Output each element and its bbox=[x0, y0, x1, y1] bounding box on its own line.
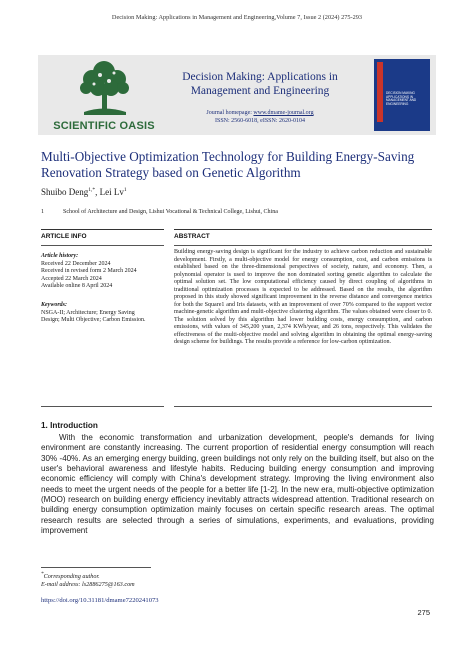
article-info-heading-rule bbox=[41, 245, 164, 246]
introduction-body bbox=[41, 433, 434, 536]
author-name: Shuibo Deng bbox=[41, 187, 89, 197]
homepage-link[interactable]: www.dmame-journal.org bbox=[253, 110, 314, 116]
corresponding-email: E-mail address: ls2886275@163.com bbox=[41, 581, 135, 589]
affiliation-text: School of Architecture and Design, Lishui Vocational & Technical College, Lishui, China bbox=[63, 209, 278, 215]
journal-title bbox=[160, 71, 360, 98]
article-history bbox=[41, 253, 164, 291]
article-info-heading: ARTICLE INFO bbox=[41, 233, 87, 240]
journal-homepage bbox=[160, 110, 360, 125]
journal-title-line-1: Decision Making: Applications in bbox=[182, 71, 338, 83]
paper-title-line-1: Multi-Objective Optimization Technology for Building Energy-Saving bbox=[41, 149, 415, 164]
corresponding-mark: * bbox=[41, 571, 44, 577]
running-head: Decision Making: Applications in Management and Engineering,Volume 7, Issue 2 (2024) 275-293 bbox=[111, 14, 363, 21]
paper-title-line-2: Renovation Strategy based on Genetic Algorithm bbox=[41, 165, 301, 180]
keywords bbox=[41, 302, 164, 325]
author-name: Lei Lv bbox=[99, 187, 124, 197]
article-info-bottom-rule bbox=[41, 406, 164, 407]
footnote-rule bbox=[41, 567, 151, 568]
cover-line: APPLICATIONS IN bbox=[386, 94, 414, 99]
doi-link[interactable]: https://doi.org/10.31181/dmame7220241073 bbox=[41, 597, 159, 604]
history-entry: Received 22 December 2024 bbox=[41, 260, 111, 267]
article-history-label: Article history: bbox=[41, 253, 79, 259]
history-entry: Received in revised form 2 March 2024 bbox=[41, 268, 137, 274]
cover-line: ENGINEERING bbox=[386, 101, 409, 106]
abstract-heading-rule bbox=[174, 245, 432, 246]
author-list bbox=[41, 187, 127, 197]
journal-issn: ISSN: 2560-6018, eISSN: 2620-0104 bbox=[214, 117, 305, 124]
article-info-top-rule bbox=[41, 229, 164, 230]
section-heading-introduction: 1. Introduction bbox=[41, 421, 98, 430]
abstract-top-rule bbox=[174, 229, 432, 230]
history-entry: Available online 8 April 2024 bbox=[41, 283, 113, 289]
keywords-line: NSGA-II; Architecture; Energy Saving bbox=[41, 309, 135, 316]
abstract-heading: ABSTRACT bbox=[174, 233, 210, 240]
affiliation bbox=[41, 209, 441, 215]
corresponding-author-note: Corresponding author. bbox=[43, 573, 100, 581]
homepage-label: Journal homepage: bbox=[206, 110, 254, 116]
journal-cover-text bbox=[386, 92, 426, 106]
author-affiliation-mark: 1 bbox=[123, 187, 127, 193]
history-entry: Accepted 22 March 2024 bbox=[41, 275, 102, 282]
footnotes bbox=[41, 570, 341, 589]
introduction-paragraph: With the economic transformation and urbanization development, people's demands for living environment are constantly increasing. The current proportion of residential energy consumption will reach 30% -40%. As an emerging energy building, green buildings not only rely on the building itself, but also on the user's behavioral awareness and lifestyle habits. Reducing building energy consumption and improving economic efficiency will comply with China's development strategy. Improving the living environment also needs to meet the urgent needs of the people for a better life [1-2]. In the new era, multi-objective optimization (MOO) research on building energy efficiency inevitably attracts widespread attention. Traditional research on building energy consumption optimization mainly focuses on certain specific research areas. The optimal research results are selected through a series of simulations, experiments, and evaluations, providing improvement bbox=[41, 433, 434, 536]
tree-icon bbox=[44, 57, 164, 119]
cover-line: MANAGEMENT AND bbox=[386, 98, 417, 103]
author-affiliation-mark: 1,* bbox=[88, 187, 96, 193]
abstract-bottom-rule bbox=[174, 406, 432, 407]
page-number: 275 bbox=[417, 608, 430, 617]
journal-cover-accent bbox=[377, 62, 383, 122]
publisher-logo-text: SCIENTIFIC OASIS bbox=[53, 120, 155, 132]
cover-line: DECISION MAKING bbox=[386, 91, 415, 95]
abstract-text: Building energy-saving design is significant for the industry to achieve carbon reduction and sustainable development. Firstly, a multi-objective model for energy consumption, cost, and carbon emissions is established based on the three-dimensional perspectives of society, nature, and economy. Then, a polynomial operator is used to improve the non dominated sorting genetic algorithm to calculate the optimal solution set. The low computational efficiency caused by direct coupling of algorithms in traditional optimization processes is expected to be addressed. Based on the results, the algorithm proposed in this study showed significant improvement in the reverse distance and convergence metrics for both the Square1 and Iris datasets, with an improvement of over 70% compared to the support vector machine-genetic algorithm and multi-objective clustering algorithm. The values obtained were closer to 0. The solution solved by this algorithm had lower building costs, energy consumption, and carbon emissions, with values of 345,200 yuan, 2,374 KWh/year, and 26 tons, respectively. This validates the effectiveness of the multi-objective model and solving algorithm in obtaining the optimal energy-saving design scheme for buildings. The results provide a reference for low-carbon optimization. bbox=[174, 249, 432, 346]
affiliation-mark: 1 bbox=[41, 209, 44, 215]
author-separator: , bbox=[95, 187, 100, 197]
keywords-line: Design; Multi Objective; Carbon Emission. bbox=[41, 317, 146, 323]
keywords-label: Keywords: bbox=[41, 302, 67, 308]
paper-title bbox=[41, 149, 441, 181]
journal-title-line-2: Management and Engineering bbox=[190, 84, 330, 97]
